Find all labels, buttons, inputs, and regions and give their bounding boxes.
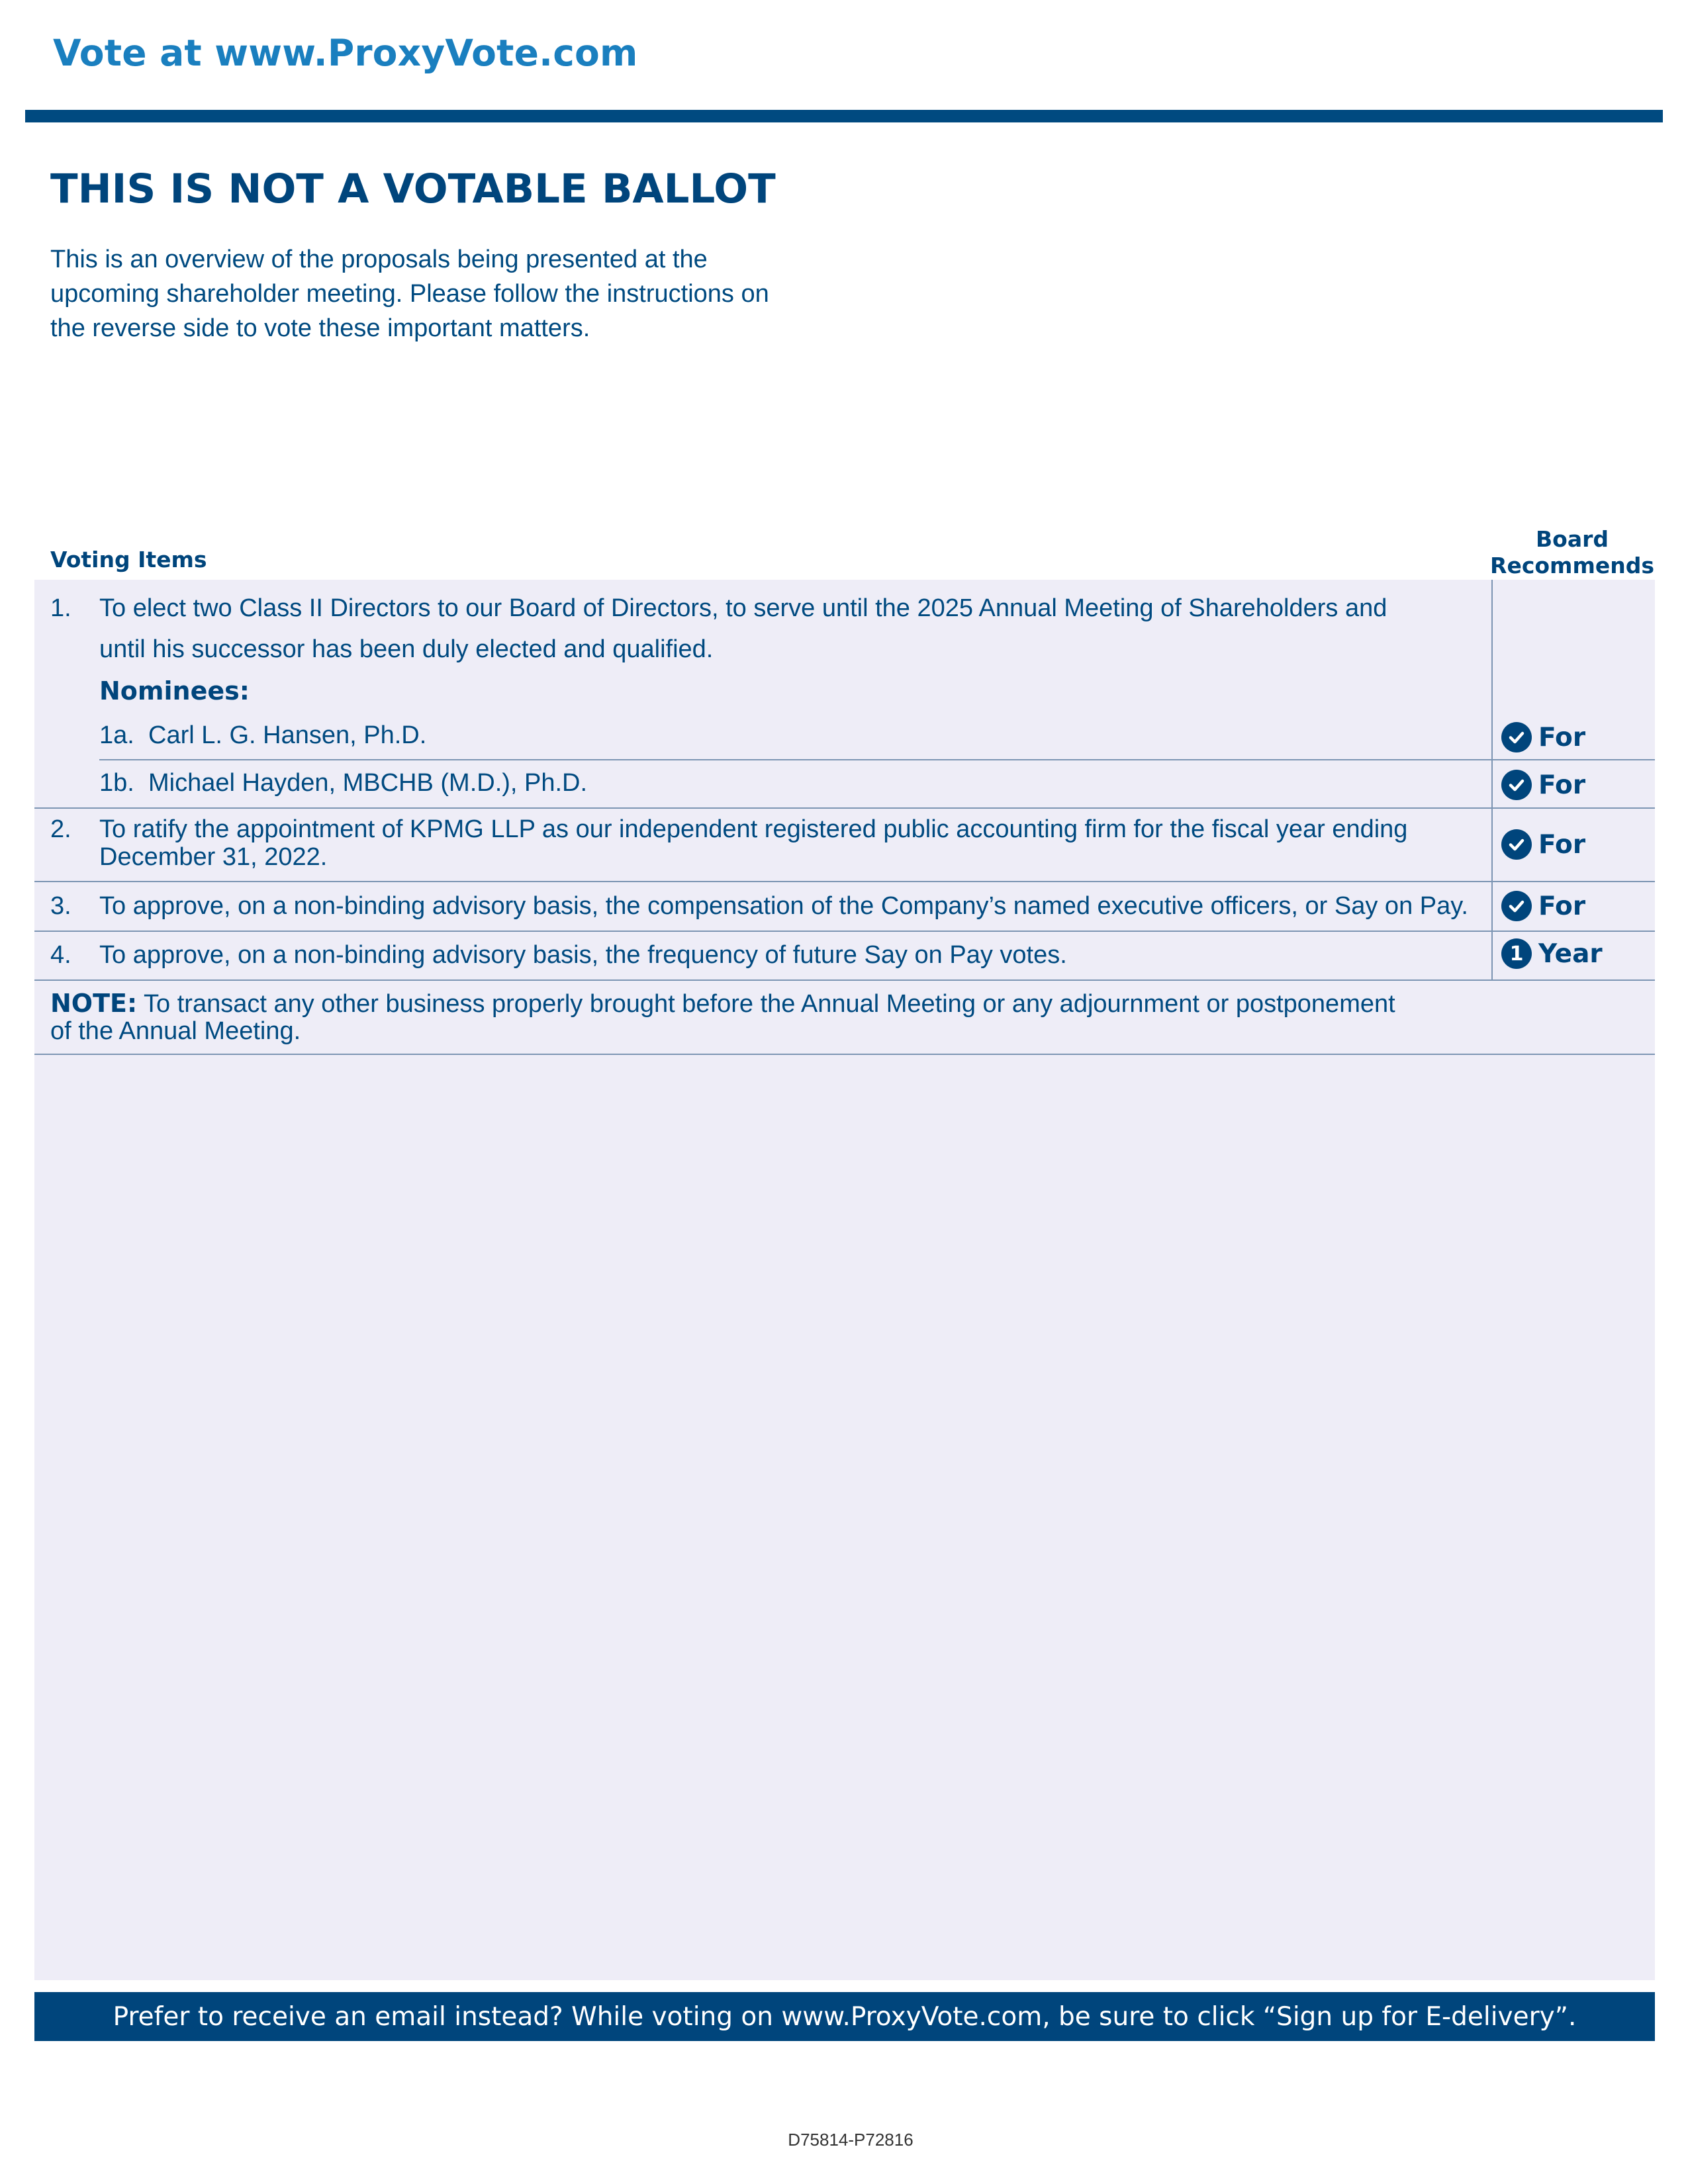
item-1-text-line: until his successor has been duly elected and qualified. [99, 635, 714, 663]
recommendation-label: For [1538, 829, 1586, 860]
check-circle-icon [1501, 770, 1532, 800]
item-1-text-line: To elect two Class II Directors to our Board of Directors, to serve until the 2025 Annual Meeting of Shareholders and [99, 594, 1387, 622]
row-divider [99, 759, 1655, 760]
row-divider [34, 931, 1655, 932]
board-header-line: Board [1536, 526, 1609, 552]
row-divider [34, 979, 1655, 981]
board-header-line: Recommends [1490, 553, 1654, 578]
nominee-1a-name: Carl L. G. Hansen, Ph.D. [148, 721, 427, 749]
intro-line: This is an overview of the proposals being presented at the [50, 246, 708, 273]
nominee-1a-label: 1a. [99, 721, 134, 749]
nominee-1b-label: 1b. [99, 769, 134, 797]
number-one-circle-icon: 1 [1501, 938, 1532, 969]
page-title: THIS IS NOT A VOTABLE BALLOT [50, 165, 776, 212]
note-label: NOTE: [50, 989, 138, 1018]
column-separator [1491, 580, 1493, 981]
item-number: 2. [50, 815, 71, 843]
item-number: 3. [50, 892, 71, 920]
recommendation-label: For [1538, 722, 1586, 752]
item-number: 4. [50, 941, 71, 969]
row-divider [34, 881, 1655, 882]
item-2-text-line: December 31, 2022. [99, 843, 328, 871]
header-divider [25, 110, 1663, 122]
nominees-label: Nominees: [99, 676, 250, 705]
recommendation-1b [1501, 770, 1585, 800]
recommendation-2 [1501, 829, 1585, 860]
intro-line: the reverse side to vote these important matters. [50, 314, 590, 342]
recommendation-4 [1501, 938, 1603, 969]
recommendation-3 [1501, 891, 1585, 921]
item-3-text-line: To approve, on a non-binding advisory basis, the compensation of the Company’s named executive officers, or Say on Pay. [99, 892, 1468, 920]
proxyvote-link[interactable]: Vote at www.ProxyVote.com [53, 32, 638, 74]
recommendation-label: For [1538, 891, 1586, 921]
row-divider [34, 807, 1655, 809]
row-divider [34, 1054, 1655, 1055]
recommendation-label: Year [1538, 938, 1603, 969]
check-circle-icon [1501, 891, 1532, 921]
intro-line: upcoming shareholder meeting. Please follow the instructions on [50, 280, 769, 308]
intro-paragraph [50, 242, 871, 345]
item-number: 1. [50, 594, 71, 622]
e-delivery-text: Prefer to receive an email instead? While voting on www.ProxyVote.com, be sure to click “Sign up for E-delivery”. [113, 2001, 1577, 2032]
nominee-1b-name: Michael Hayden, MBCHB (M.D.), Ph.D. [148, 769, 588, 797]
check-circle-icon [1501, 722, 1532, 752]
voting-items-header: Voting Items [50, 547, 207, 572]
note-text: To transact any other business properly brought before the Annual Meeting or any adjournment or postponement [137, 990, 1395, 1018]
check-circle-icon [1501, 829, 1532, 860]
recommendation-label: For [1538, 770, 1586, 800]
item-4-text-line: To approve, on a non-binding advisory basis, the frequency of future Say on Pay votes. [99, 941, 1067, 969]
note-line [50, 989, 1395, 1019]
document-code: D75814-P72816 [788, 2130, 914, 2150]
item-2-text-line: To ratify the appointment of KPMG LLP as our independent registered public accounting firm for the fiscal year ending [99, 815, 1408, 843]
recommendation-1a [1501, 722, 1585, 752]
board-recommends-header [1489, 526, 1655, 579]
note-line: of the Annual Meeting. [50, 1017, 301, 1045]
e-delivery-banner [34, 1992, 1655, 2041]
